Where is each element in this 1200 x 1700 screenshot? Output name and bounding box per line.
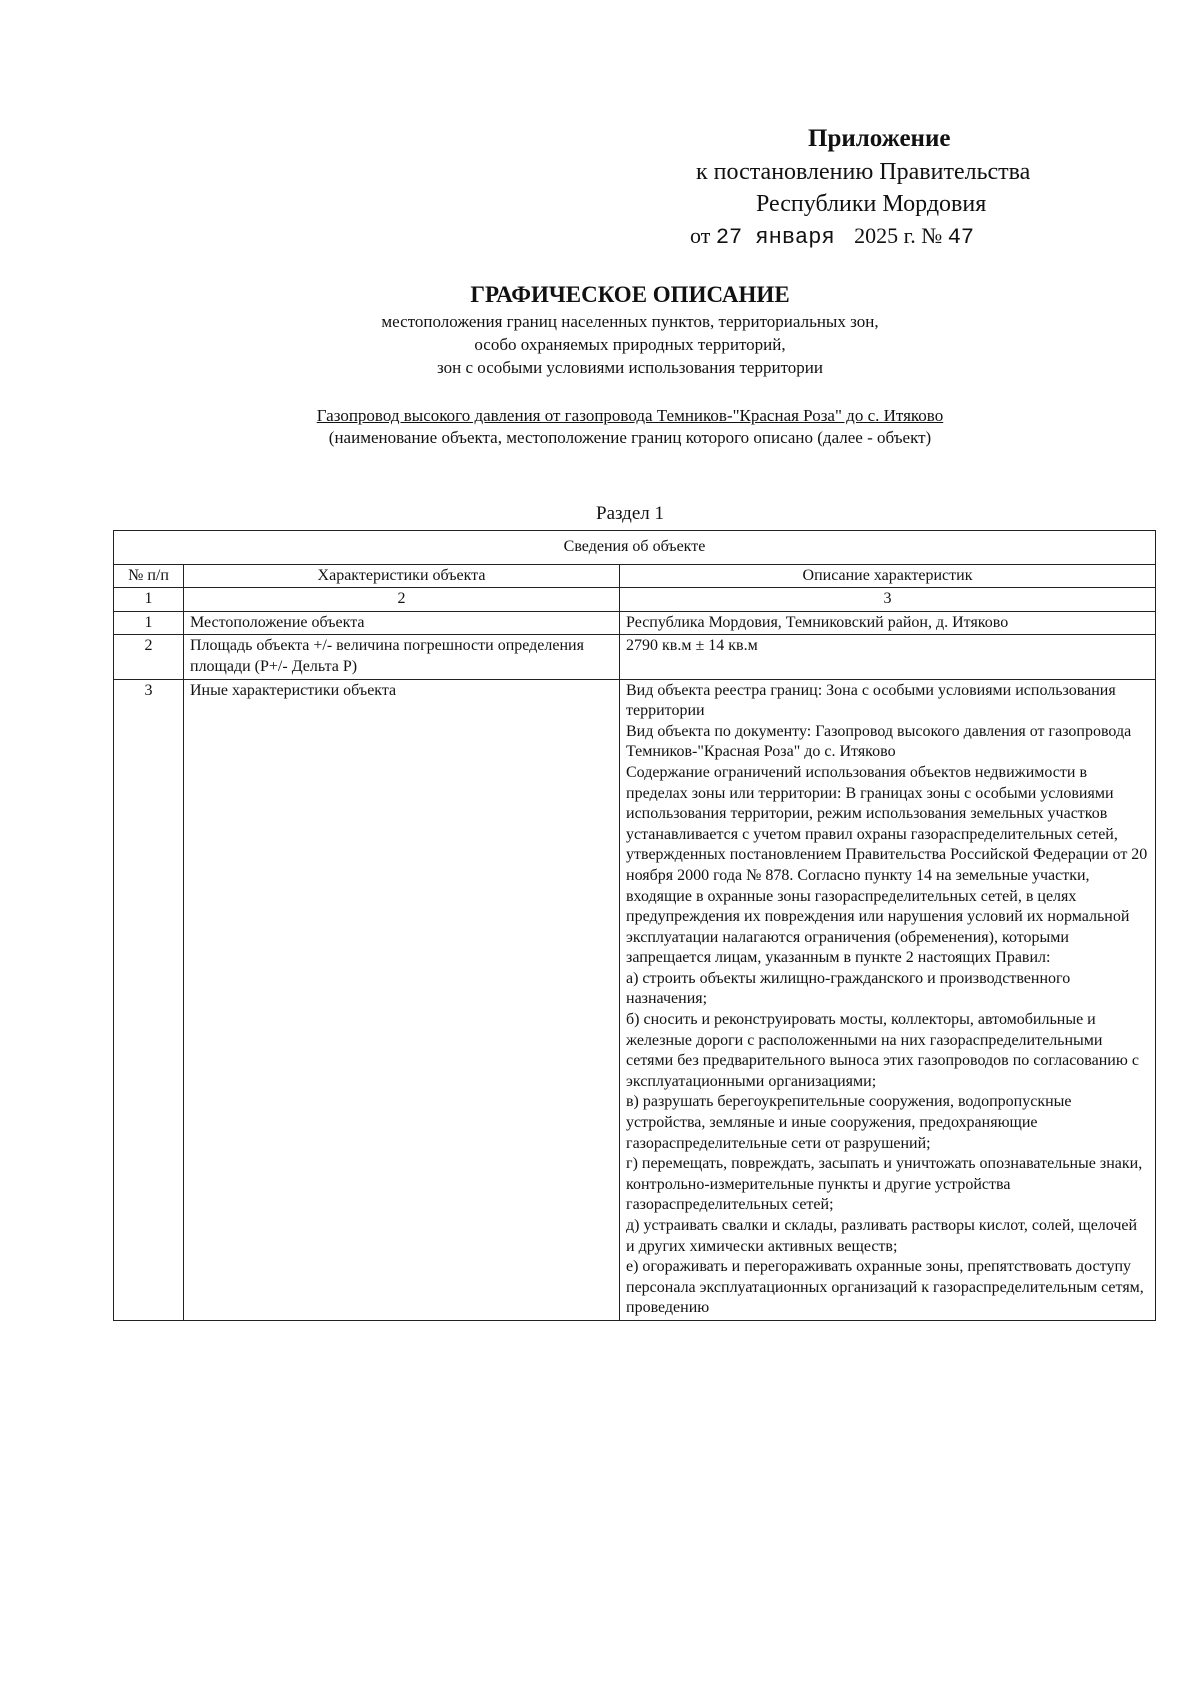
appendix-block [640,122,1100,254]
row-description [620,611,1156,635]
date-prefix: от [690,223,711,248]
date-value: 27 января [715,225,835,250]
row-characteristic: Местоположение объекта [184,611,620,635]
description-paragraph: а) строить объекты жилищно-гражданского и производственного назначения; [626,969,1071,1008]
row-description [620,679,1156,1320]
description-paragraph: в) разрушать берегоукрепительные сооружения, водопропускные устройства, земляные и иные сооружения, предохраняющие газораспределительные сети от разрушений; [626,1093,1072,1152]
row-characteristic: Площадь объекта +/- величина погрешности определения площади (P+/- Дельта P) [184,635,620,679]
description-paragraph: б) сносить и реконструировать мосты, коллекторы, автомобильные и железные дороги с расположенными на них газораспределительными сетями без предварительного выноса этих газопроводов по согласованию с эксплуатационными организациями; [626,1011,1139,1090]
description-paragraph: д) устраивать свалки и склады, разливать растворы кислот, солей, щелочей и других химически активных веществ; [626,1217,1138,1255]
description-paragraph: е) огораживать и перегораживать охранные зоны, препятствовать доступу персонала эксплуатационных организаций к газораспределительным сетям, проведению [626,1258,1144,1317]
row-characteristic: Иные характеристики объекта [184,679,620,1320]
table-caption-row [114,531,1156,565]
column-number-3: 3 [620,588,1156,612]
description-paragraph: Вид объекта по документу: Газопровод высокого давления от газопровода Темников-"Красная Роза" до с. Итяково [626,722,1132,761]
document-title: ГРАФИЧЕСКОЕ ОПИСАНИЕ [470,282,790,307]
appendix-title: Приложение [808,125,951,152]
document-subtitle-3: зон с особыми условиями использования территории [437,358,823,377]
description-paragraph: 2790 кв.м ± 14 кв.м [626,637,758,655]
header-characteristics: Характеристики объекта [184,564,620,588]
description-paragraph: Содержание ограничений использования объектов недвижимости в пределах зоны или территории: В границах зоны с особыми условиями использования территории, режим использования земельных участков устанавливается с учетом правил охраны газораспределительных сетей, утвержденных постановлением Правительства Российской Федерации от 20 ноября 2000 года № 878. Согласно пункту 14 на земельные участки, входящие в охранные зоны газораспределительных сетей, в целях предупреждения их повреждения или нарушения условий их нормальной эксплуатации налагаются ограничения (обременения), которыми запрещается лицам, указанным в пункте 2 настоящих Правил: [626,763,1148,967]
row-description [620,635,1156,679]
appendix-date-line [690,220,1100,254]
object-block [100,405,1160,449]
column-number-1: 1 [114,588,184,612]
table-header-row [114,564,1156,588]
row-number: 1 [114,611,184,635]
row-number: 2 [114,635,184,679]
table-row [114,611,1156,635]
description-paragraph: г) перемещать, повреждать, засыпать и уничтожать опознавательные знаки, контрольно-измерительные пункты и другие устройства газораспределительных сетей; [626,1155,1143,1214]
appendix-line-2: Республики Мордовия [756,191,987,217]
header-description: Описание характеристик [620,564,1156,588]
appendix-line-1: к постановлению Правительства [696,159,1031,185]
decree-number: 47 [947,225,975,250]
column-number-row [114,588,1156,612]
section-title: Раздел 1 [596,503,664,524]
document-subtitle-1: местоположения границ населенных пунктов, территориальных зон, [381,312,879,331]
table-caption: Сведения об объекте [114,531,1156,565]
table-row [114,679,1156,1320]
object-name: Газопровод высокого давления от газопровода Темников-"Красная Роза" до с. Итяково [316,406,944,425]
date-year: 2025 г. № [854,223,943,248]
column-number-2: 2 [184,588,620,612]
description-paragraph: Республика Мордовия, Темниковский район, д. Итяково [626,613,1009,631]
object-info-table [113,530,1156,1321]
description-paragraph: Вид объекта реестра границ: Зона с особыми условиями использования территории [626,681,1116,720]
document-heading [100,280,1160,379]
row-number: 3 [114,679,184,1320]
object-caption: (наименование объекта, местоположение границ которого описано (далее - объект) [328,428,932,447]
document-subtitle-2: особо охраняемых природных территорий, [474,335,786,354]
table-row [114,635,1156,679]
header-number: № п/п [114,564,184,588]
